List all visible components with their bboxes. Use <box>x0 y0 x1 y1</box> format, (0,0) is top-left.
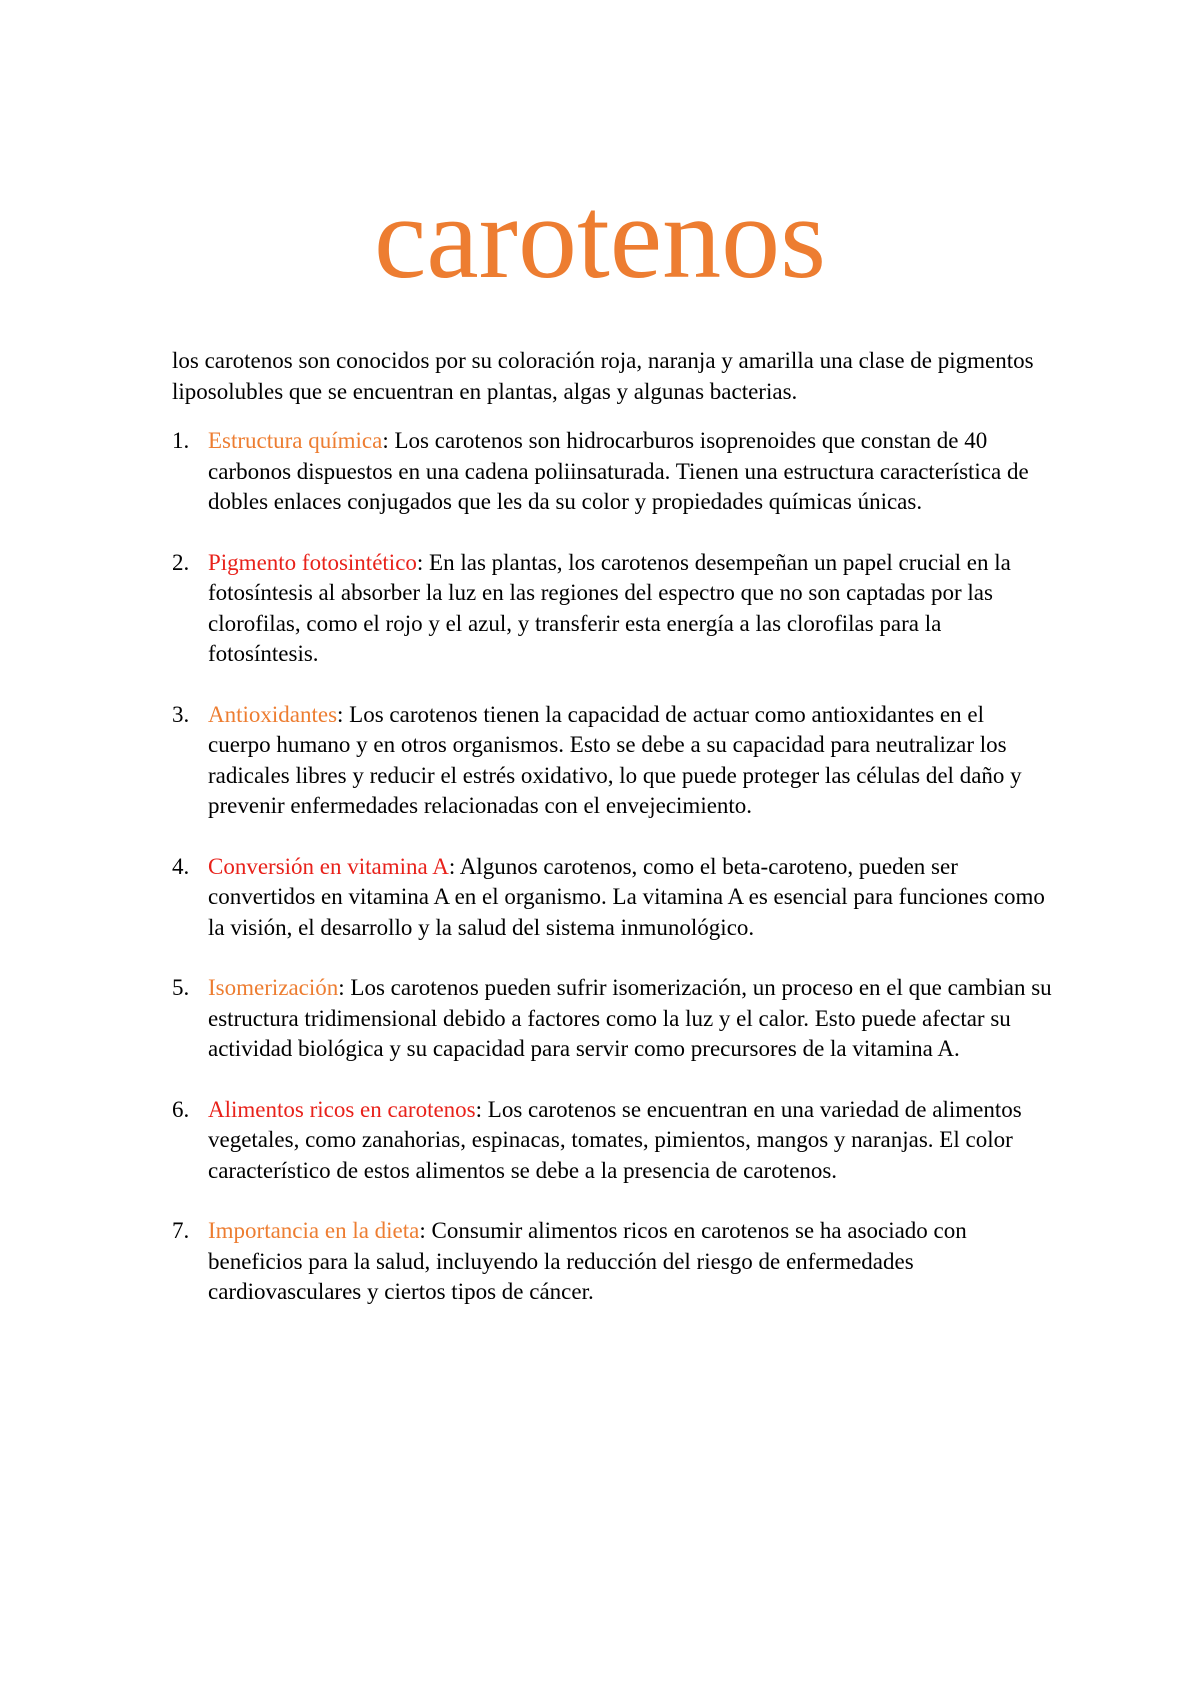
list-item-number: 6. <box>172 1096 190 1122</box>
list-item <box>172 852 1052 944</box>
list-item-text: : Los carotenos se encuentran en una variedad de alimentos vegetales, como zanahorias, espinacas, tomates, pimientos, mangos y naranjas. El color característico de estos alimentos se debe a la presencia de carotenos. <box>208 1096 1022 1183</box>
carotene-facts-list <box>172 426 1052 1308</box>
list-item-number: 2. <box>172 549 190 575</box>
list-item-number: 1. <box>172 428 190 453</box>
list-item <box>172 700 1052 822</box>
list-item-term: Importancia en la dieta <box>208 1218 420 1243</box>
list-item-text: : Los carotenos tienen la capacidad de actuar como antioxidantes en el cuerpo humano y en otros organismos. Esto se debe a su capacidad para neutralizar los radicales libres y reducir el estrés oxidativo, lo que puede proteger las células del daño y prevenir enfermedades relacionadas con el envejecimiento. <box>208 701 1022 818</box>
document-title: carotenos <box>373 172 827 303</box>
list-item-number: 3. <box>172 701 190 727</box>
list-item-text: : Consumir alimentos ricos en carotenos se ha asociado con beneficios para la salud, incluyendo la reducción del riesgo de enfermedades cardiovasculares y ciertos tipos de cáncer. <box>208 1218 967 1304</box>
list-item-term: Isomerización <box>208 975 339 1000</box>
document-body <box>172 346 1052 1338</box>
list-item <box>172 1095 1052 1187</box>
list-item-number: 5. <box>172 975 190 1000</box>
list-item-text: : Los carotenos son hidrocarburos isoprenoides que constan de 40 carbonos dispuestos en una cadena poliinsaturada. Tienen una estructura característica de dobles enlaces conjugados que les da su color y propiedades químicas únicas. <box>208 428 1029 514</box>
list-item-term: Conversión en vitamina A <box>208 853 449 879</box>
intro-paragraph: los carotenos son conocidos por su coloración roja, naranja y amarilla una clase de pigmentos liposolubles que se encuentran en plantas, algas y algunas bacterias. <box>172 348 1034 404</box>
list-item-term: Estructura química <box>208 428 383 453</box>
list-item-text: : Algunos carotenos, como el beta-caroteno, pueden ser convertidos en vitamina A en el organismo. La vitamina A es esencial para funciones como la visión, el desarrollo y la salud del sistema inmunológico. <box>208 853 1045 940</box>
list-item <box>172 426 1052 518</box>
list-item-text: : Los carotenos pueden sufrir isomerización, un proceso en el que cambian su estructura tridimensional debido a factores como la luz y el calor. Esto puede afectar su actividad biológica y su capacidad para servir como precursores de la vitamina A. <box>208 975 1052 1061</box>
list-item-term: Pigmento fotosintético <box>208 549 417 575</box>
list-item-text: : En las plantas, los carotenos desempeñan un papel crucial en la fotosíntesis al absorber la luz en las regiones del espectro que no son captadas por las clorofilas, como el rojo y el azul, y transferir esta energía a las clorofilas para la fotosíntesis. <box>208 549 1011 666</box>
list-item-number: 4. <box>172 853 190 879</box>
list-item-term: Antioxidantes <box>208 701 338 727</box>
list-item <box>172 973 1052 1065</box>
list-item <box>172 548 1052 670</box>
list-item <box>172 1216 1052 1308</box>
list-item-term: Alimentos ricos en carotenos <box>208 1096 476 1122</box>
list-item-number: 7. <box>172 1218 190 1243</box>
